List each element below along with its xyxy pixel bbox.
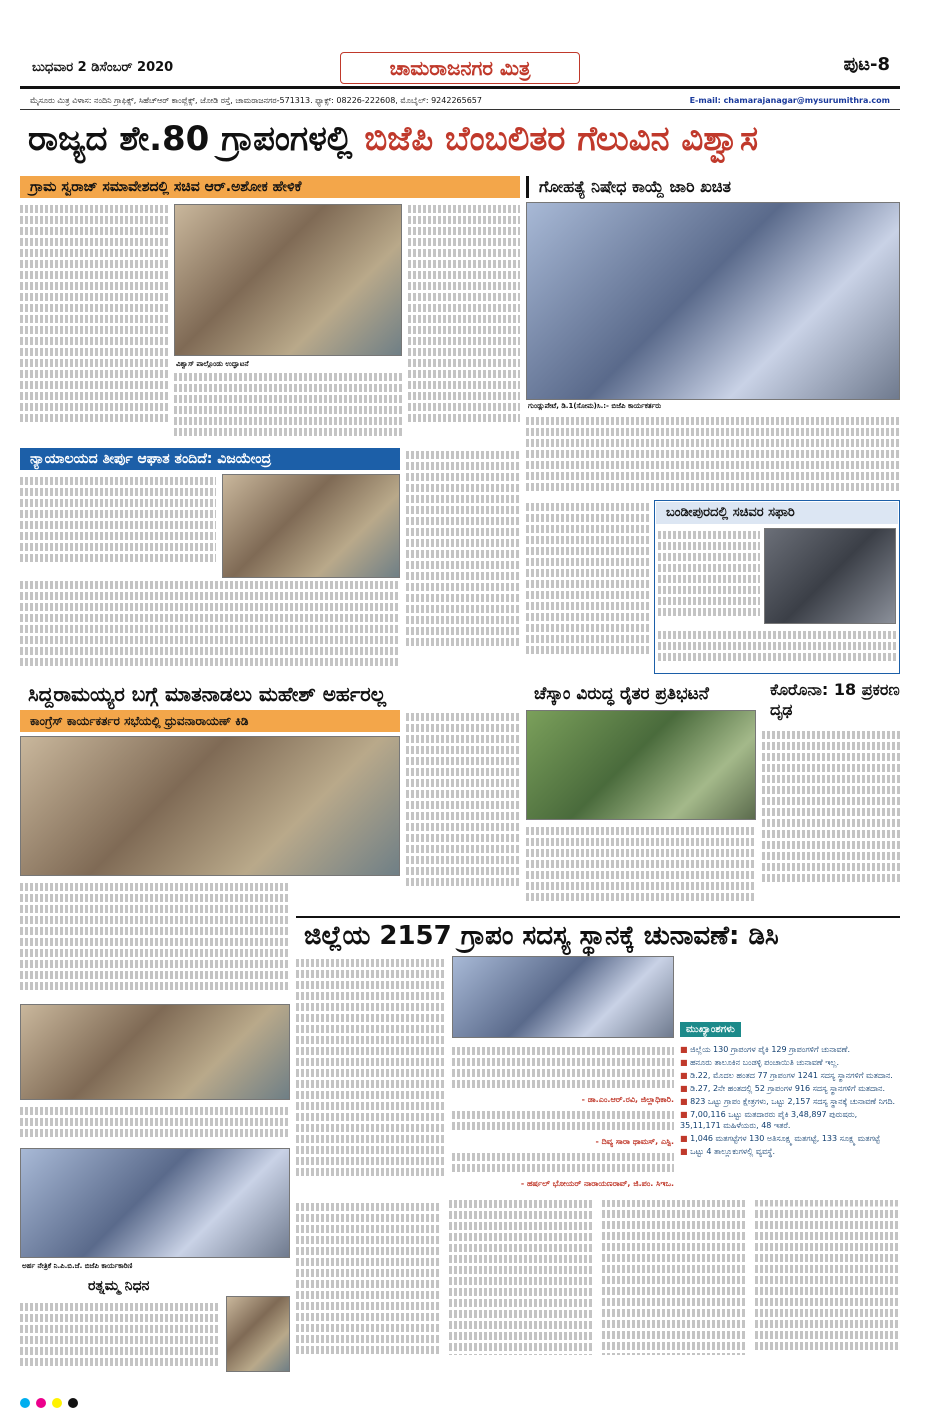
photo-caption: ಗುಂಡ್ಲುಪೇಟೆ, ಡಿ.1(ಸೋಮ)ಸಿ.:- ಬಿಜೆಪಿ ಕಾರ್ಯಕರ್ತರು xyxy=(528,402,662,410)
article-text xyxy=(762,728,900,908)
article-text xyxy=(658,528,760,624)
newspaper-title: ಚಾಮರಾಜನಗರ ಮಿತ್ರ xyxy=(340,52,580,84)
siddu-headline: ಸಿದ್ದರಾಮಯ್ಯರ ಬಗ್ಗೆ ಮಾತನಾಡಲು ಮಹೇಶ್ ಅರ್ಹರಲ್ಲ xyxy=(28,682,387,706)
sp-quote-attribution: - ದಿವ್ಯ ಸಾರಾ ಥಾಮಸ್, ಎಸ್ಪಿ. xyxy=(595,1137,674,1146)
main-headline-part1: ರಾಜ್ಯದ ಶೇ.80 ಗ್ರಾಪಂಗಳಲ್ಲಿ xyxy=(28,119,353,159)
highlight-item: ■ 7,00,116 ಒಟ್ಟು ಮತದಾರರು ಪೈಕಿ 3,48,897 ಪುರುಷರು, 35,11,171 ಮಹಿಳೆಯರು, 48 ಇತರೆ. xyxy=(680,1109,900,1131)
article-text xyxy=(296,956,446,1196)
article-text xyxy=(20,880,290,1000)
highlights-badge: ಮುಖ್ಯಾಂಶಗಳು xyxy=(680,1022,741,1037)
article-text xyxy=(20,1104,290,1144)
article-text xyxy=(20,202,170,442)
officials-photo xyxy=(452,956,674,1038)
dc-quote-attribution: - ಡಾ.ಎಂ.ಆರ್.ರವಿ, ಜಿಲ್ಲಾಧಿಕಾರಿ. xyxy=(581,1095,674,1104)
article-text xyxy=(658,628,896,672)
article-text xyxy=(526,824,756,908)
sub-headline-left: ಗ್ರಾಮ ಸ್ವರಾಜ್ ಸಮಾವೇಶದಲ್ಲಿ ಸಚಿವ ಆರ್.ಅಶೋಕ ಹೇಳಿಕೆ xyxy=(20,176,520,198)
article-text xyxy=(452,1044,674,1092)
highlight-item: ■ 1,046 ಮತಗಟ್ಟೆಗಳ 130 ಅತಿಸೂಕ್ಷ್ಮ ಮತಗಟ್ಟೆ, 133 ಸೂಕ್ಷ್ಮ ಮತಗಟ್ಟೆ xyxy=(680,1133,900,1144)
email-line: E-mail: chamarajanagar@mysurumithra.com xyxy=(689,96,890,105)
photo-caption: ಅರ್ಹ ನೇತ್ರಿಕೆ ನಿ.ಪಿ.ಬಿ.ಜೆ. ಬಿಜೆಪಿ ಕಾರ್ಯಕಾರಿಣಿ xyxy=(22,1262,133,1270)
event-photo xyxy=(174,204,402,356)
article-text xyxy=(452,1150,674,1176)
ceo-quote-attribution: - ಹರ್ಷಲ್ ಭೋಯರ್ ನಾರಾಯಣರಾವ್, ಜಿ.ಪಂ. ಸಿಇಒ. xyxy=(520,1179,674,1188)
newspaper-page xyxy=(20,50,900,1374)
people-photo xyxy=(20,1148,290,1258)
article-text xyxy=(174,370,402,442)
safari-headline: ಬಂಡೀಪುರದಲ್ಲಿ ಸಚಿವರ ಸಫಾರಿ xyxy=(656,502,898,524)
article-text xyxy=(20,1300,220,1372)
farmers-headline: ಚೆಸ್ಕಾಂ ವಿರುದ್ಧ ರೈತರ ಪ್ರತಿಭಟನೆ xyxy=(526,680,756,708)
safari-jeep-photo xyxy=(764,528,896,624)
masthead-rule xyxy=(20,86,900,89)
court-headline: ನ್ಯಾಯಾಲಯದ ತೀರ್ಪು ಆಘಾತ ತಂದಿದೆ: ವಿಜಯೇಂದ್ರ xyxy=(20,448,400,470)
main-headline xyxy=(20,112,900,166)
highlight-item: ■ ಒಟ್ಟು 4 ತಾಲ್ಲೂಕುಗಳಲ್ಲಿ ವ್ಯವಸ್ಥೆ. xyxy=(680,1146,900,1157)
article-text xyxy=(406,710,520,910)
article-text xyxy=(20,578,400,676)
article-text xyxy=(20,474,216,574)
obituary-headline: ರತ್ನಮ್ಮ ನಿಧನ xyxy=(88,1278,150,1294)
sub-headline-right: ಗೋಹತ್ಯೆ ನಿಷೇಧ ಕಾಯ್ದೆ ಜಾರಿ ಖಚಿತ xyxy=(526,176,900,198)
article-text xyxy=(296,1200,900,1370)
highlight-item: ■ ಜಿಲ್ಲೆಯ 130 ಗ್ರಾಪಂಗಳ ಪೈಕಿ 129 ಗ್ರಾಪಂಗಳಿಗೆ ಚುನಾವಣೆ. xyxy=(680,1044,900,1055)
highlight-item: ■ ಡಿ.27, 2ನೇ ಹಂತದಲ್ಲಿ 52 ಗ್ರಾಪಂಗಳ 916 ಸದಸ್ಯ ಸ್ಥಾನಗಳಿಗೆ ಮತದಾನ. xyxy=(680,1083,900,1094)
cow-protection-photo xyxy=(526,202,900,400)
highlight-item: ■ 823 ಒಟ್ಟು ಗ್ರಾಪಂ ಕ್ಷೇತ್ರಗಳು, ಒಟ್ಟು 2,157 ಸದಸ್ಯ ಸ್ಥಾನಕ್ಕೆ ಚುನಾವಣೆ ನಿಗದಿ. xyxy=(680,1096,900,1107)
issue-date: ಬುಧವಾರ 2 ಡಿಸೆಂಬರ್ 2020 xyxy=(32,60,174,75)
main-headline-part2: ಬಿಜೆಪಿ ಬೆಂಬಲಿತರ ಗೆಲುವಿನ ವಿಶ್ವಾಸ xyxy=(364,119,759,159)
registration-dot xyxy=(36,1398,46,1408)
highlights-list xyxy=(680,1044,900,1159)
registration-dot xyxy=(68,1398,78,1408)
highlight-item: ■ ಡಿ.22, ಮೊದಲ ಹಂತದ 77 ಗ್ರಾಪಂಗಳ 1241 ಸದಸ್ಯ ಸ್ಥಾನಗಳಿಗೆ ಮತದಾನ. xyxy=(680,1070,900,1081)
group-photo xyxy=(20,1004,290,1100)
congress-meeting-photo xyxy=(20,736,400,876)
highlight-item: ■ ಹನೂರು ತಾಲೂಕಿನ ಬಂಡಳ್ಳಿ ಪಂಚಾಯಿತಿ ಚುನಾವಣೆ ಇಲ್ಲ. xyxy=(680,1057,900,1068)
obituary-photo xyxy=(226,1296,290,1372)
registration-dot xyxy=(20,1398,30,1408)
registration-dot xyxy=(52,1398,62,1408)
vijayendra-photo xyxy=(222,474,400,578)
article-text xyxy=(526,500,650,676)
masthead xyxy=(20,50,900,90)
article-text xyxy=(526,414,900,494)
photo-caption: ವಿಶ್ವಾಸ್ ಪಾಲ್ಗೊಂಡು ಉದ್ಘಾಟನೆ xyxy=(176,360,249,368)
address-line: ಮೈಸೂರು ಮಿತ್ರ ವಿಳಾಸ: ನಂದಿನಿ ಗ್ರಾಫಿಕ್ಸ್, ಸಿಹೆಚ್ಆರ್ ಕಾಂಪ್ಲೆಕ್ಸ್, ಜೋಡಿ ರಸ್ತೆ, ಚಾಮರಾಜನಗರ-571313. ಫ್ಯಾಕ್ಸ್: 08226-222608, ಮೊಬೈಲ್: 9242265657 xyxy=(30,96,482,105)
article-text xyxy=(408,202,520,442)
election-headline: ಜಿಲ್ಲೆಯ 2157 ಗ್ರಾಪಂ ಸದಸ್ಯ ಸ್ಥಾನಕ್ಕೆ ಚುನಾವಣೆ: ಡಿಸಿ xyxy=(296,916,900,954)
siddu-subheadline: ಕಾಂಗ್ರೆಸ್ ಕಾರ್ಯಕರ್ತರ ಸಭೆಯಲ್ಲಿ ಧ್ರುವನಾರಾಯಣ್ ಕಿಡಿ xyxy=(20,710,400,732)
page-number: ಪುಟ-8 xyxy=(843,54,890,75)
info-bar xyxy=(20,92,900,110)
article-text xyxy=(406,448,520,676)
farmers-protest-photo xyxy=(526,710,756,820)
corona-headline: ಕೊರೊನಾ: 18 ಪ್ರಕರಣ ದೃಢ xyxy=(770,680,900,719)
article-text xyxy=(452,1108,674,1134)
